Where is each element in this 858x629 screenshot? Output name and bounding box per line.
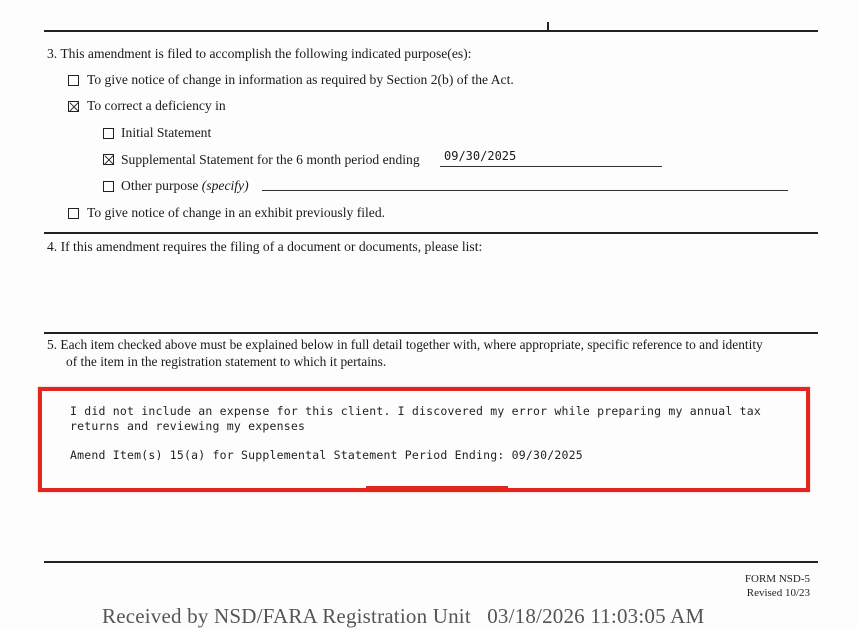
explanation-highlight-box (38, 387, 810, 492)
checkbox-correct-deficiency[interactable] (68, 101, 79, 112)
section5-heading-line1: 5. Each item checked above must be explained below in full detail together with, where appropriate, specific reference to and identity (47, 337, 763, 352)
top-rule (44, 30, 818, 32)
checkbox-initial-statement[interactable] (103, 128, 114, 139)
label-initial-statement: Initial Statement (121, 125, 212, 140)
checkbox-supplemental-statement[interactable] (103, 154, 114, 165)
section4-rule (44, 232, 818, 234)
checkbox-other-purpose[interactable] (103, 181, 114, 192)
label-notice-change: To give notice of change in information as required by Section 2(b) of the Act. (87, 72, 514, 87)
explanation-line-3: Amend Item(s) 15(a) for Supplemental Statement Period Ending: 09/30/2025 (70, 448, 583, 462)
received-stamp: Received by NSD/FARA Registration Unit 03/18/2026 11:03:05 AM (102, 604, 705, 628)
highlight-underline (366, 486, 508, 490)
checkbox-notice-change[interactable] (68, 75, 79, 86)
supplemental-date-value[interactable]: 09/30/2025 (444, 149, 517, 163)
other-purpose-text: Other purpose (121, 178, 199, 193)
explanation-line-2: returns and reviewing my expenses (70, 419, 306, 433)
section3-heading: 3. This amendment is filed to accomplish the following indicated purpose(es): (47, 46, 472, 61)
bottom-rule (44, 561, 818, 563)
section5-heading-line2: of the item in the registration statement to which it pertains. (66, 354, 387, 369)
top-tick (547, 22, 549, 31)
explanation-line-1: I did not include an expense for this client. I discovered my error while preparing my annual tax (70, 404, 761, 418)
label-correct-deficiency: To correct a deficiency in (87, 98, 226, 113)
section5-rule (44, 332, 818, 334)
label-supplemental-statement: Supplemental Statement for the 6 month period ending (121, 152, 420, 167)
section4-heading: 4. If this amendment requires the filing of a document or documents, please list: (47, 239, 483, 254)
checkbox-exhibit-change[interactable] (68, 208, 79, 219)
label-other-purpose (121, 178, 249, 194)
form-id: FORM NSD-5 (744, 573, 810, 585)
other-purpose-specify: (specify) (201, 178, 249, 193)
supplemental-date-line (440, 166, 662, 167)
form-revised: Revised 10/23 (746, 587, 810, 599)
other-purpose-line[interactable] (262, 190, 788, 191)
label-exhibit-change: To give notice of change in an exhibit previously filed. (87, 205, 386, 220)
